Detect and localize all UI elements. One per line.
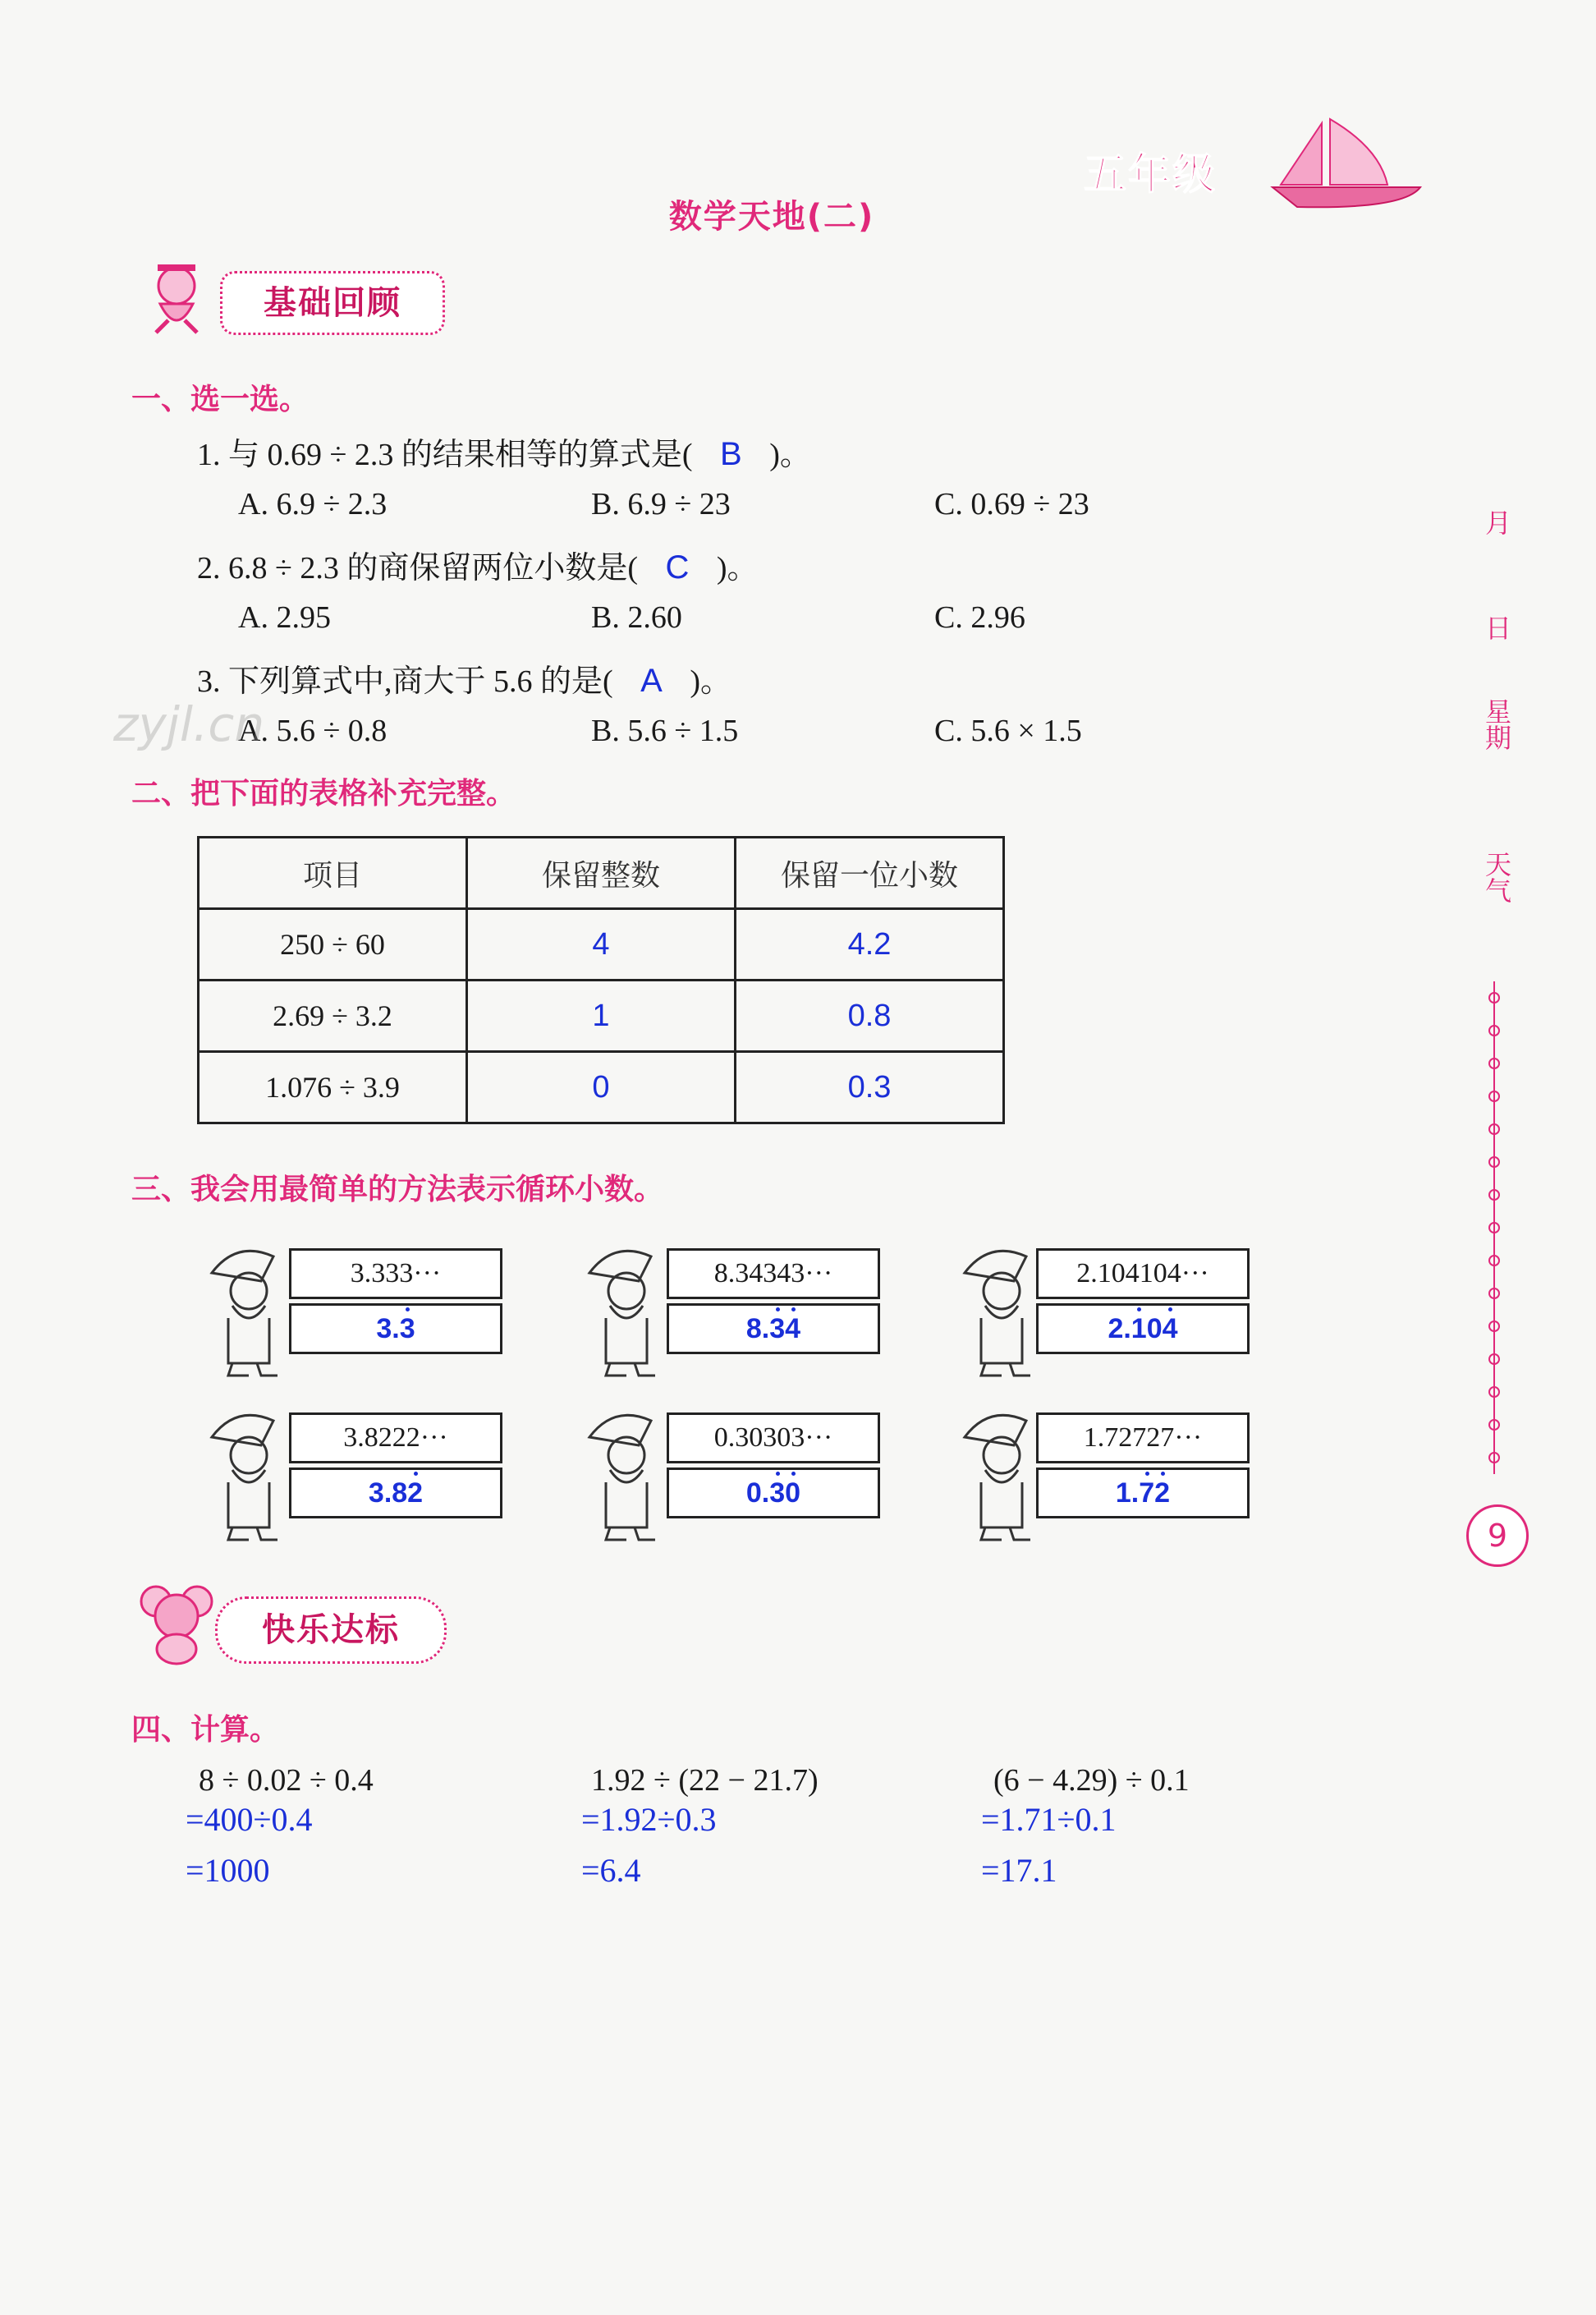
section-badge-happy-goal: 快乐达标 [215,1596,447,1664]
sidebar-weather: 天气 [1481,851,1512,903]
table-answer-cell: 0 [467,1052,736,1123]
recurring-answer: 2.104 [1036,1303,1250,1354]
answer-q3: A [640,663,663,699]
recurring-given: 2.104104··· [1036,1248,1250,1299]
table-header: 保留整数 [467,838,736,909]
recurring-given: 1.72727··· [1036,1412,1250,1463]
answer-q1: B [720,436,742,472]
sailboat-icon [1264,115,1429,214]
page-number: 9 [1487,1518,1508,1554]
calc-step: =1.71÷0.1 [981,1801,1117,1838]
option-q1-a: A. 6.9 ÷ 2.3 [238,487,388,521]
gnome-icon [573,1404,672,1544]
page-title: 数学天地(二) [668,198,875,236]
recurring-answer: 3.82 [289,1468,502,1518]
recurring-answer: 1.72 [1036,1468,1250,1518]
section-title-table: 二、把下面的表格补充完整。 [131,777,516,811]
sidebar-month: 月 [1481,509,1512,535]
recurring-given: 3.333··· [289,1248,502,1299]
table-answer-cell: 1 [467,981,736,1052]
recurring-answer: 0.30 [667,1468,880,1518]
table-row [199,981,1004,1052]
calc-expression: 1.92 ÷ (22 − 21.7) [591,1763,819,1798]
table-header-row [199,838,1004,909]
rounding-table [197,836,1005,1124]
table-header: 项目 [199,838,467,909]
table-row [199,1052,1004,1123]
table-row [199,909,1004,981]
table-answer-cell: 0.8 [736,981,1004,1052]
gnome-icon [573,1240,672,1380]
recurring-answer: 3.3 [289,1303,502,1354]
option-q1-c: C. 0.69 ÷ 23 [934,487,1089,521]
grade-banner [1084,140,1217,201]
calc-result: =17.1 [981,1852,1057,1889]
question-1: 1. 与 0.69 ÷ 2.3 的结果相等的算式是( B )。 [197,436,811,472]
gnome-icon [948,1240,1047,1380]
gnome-icon [195,1404,294,1544]
recurring-given: 3.8222··· [289,1412,502,1463]
calc-expression: 8 ÷ 0.02 ÷ 0.4 [199,1763,374,1798]
calc-step: =400÷0.4 [186,1801,313,1838]
question-2: 2. 6.8 ÷ 2.3 的商保留两位小数是( C )。 [197,549,759,586]
table-answer-cell: 4 [467,909,736,981]
section-badge-basic-review: 基础回顾 [220,271,445,335]
page-number-badge [1466,1504,1529,1567]
calc-result: =1000 [186,1852,270,1889]
recurring-answer: 8.34 [667,1303,880,1354]
grade-label: 五年级 [1084,150,1218,200]
option-q2-b: B. 2.60 [591,600,682,635]
floral-divider-icon [1482,981,1507,1474]
question-3: 3. 下列算式中,商大于 5.6 的是( A )。 [197,663,732,699]
calc-expression: (6 − 4.29) ÷ 0.1 [993,1763,1190,1798]
section-title-choose: 一、选一选。 [131,383,310,416]
option-q2-c: C. 2.96 [934,600,1025,635]
table-cell: 1.076 ÷ 3.9 [199,1052,467,1123]
answer-q2: C [665,549,690,586]
recurring-given: 0.30303··· [667,1412,880,1463]
table-answer-cell: 0.3 [736,1052,1004,1123]
calc-result: =6.4 [581,1852,641,1889]
sidebar-week: 星期 [1481,698,1512,751]
option-q3-b: B. 5.6 ÷ 1.5 [591,714,739,748]
section-title-calc: 四、计算。 [131,1713,280,1747]
gnome-icon [948,1404,1047,1544]
option-q3-a: A. 5.6 ÷ 0.8 [238,714,388,748]
option-q3-c: C. 5.6 × 1.5 [934,714,1082,748]
sidebar-day: 日 [1481,614,1512,641]
option-q2-a: A. 2.95 [238,600,331,635]
student-mascot-icon [131,255,222,345]
recurring-given: 8.34343··· [667,1248,880,1299]
table-answer-cell: 4.2 [736,909,1004,981]
koala-mascot-icon [131,1577,222,1667]
section-title-recurring: 三、我会用最简单的方法表示循环小数。 [131,1173,664,1206]
gnome-icon [195,1240,294,1380]
table-cell: 250 ÷ 60 [199,909,467,981]
calc-step: =1.92÷0.3 [581,1801,717,1838]
option-q1-b: B. 6.9 ÷ 23 [591,487,731,521]
watermark: zyjl.cn [113,696,265,752]
table-header: 保留一位小数 [736,838,1004,909]
table-cell: 2.69 ÷ 3.2 [199,981,467,1052]
